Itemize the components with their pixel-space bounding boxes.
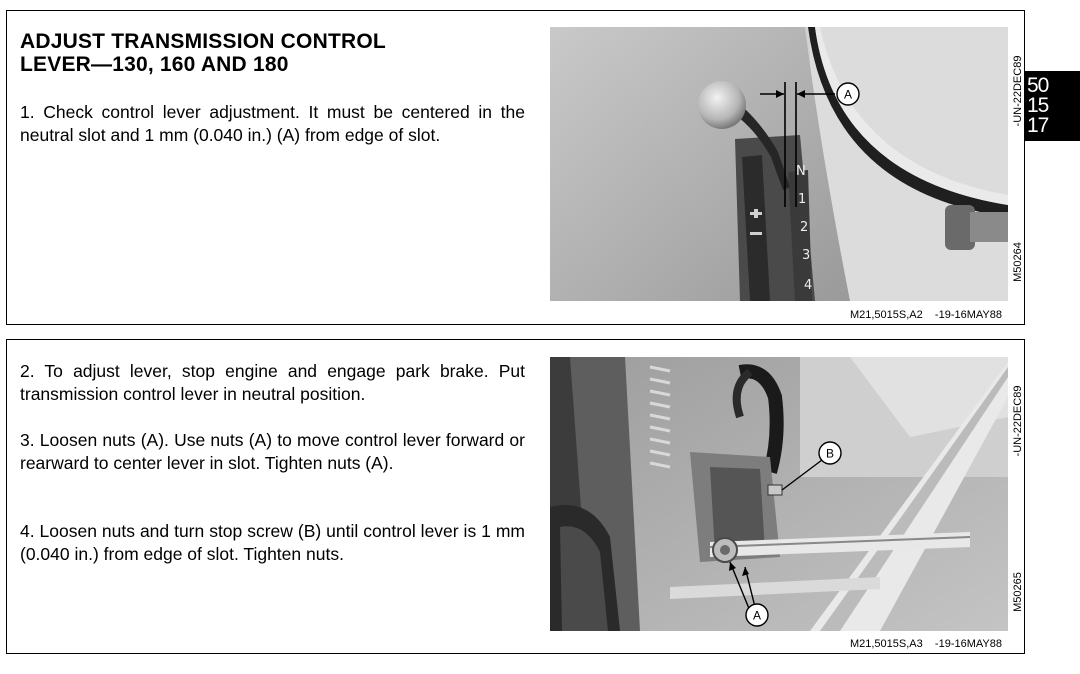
instruction-panel-1 xyxy=(6,10,1025,325)
control-lever-photo xyxy=(550,27,1008,301)
callout-label-a: A xyxy=(752,608,762,623)
figure-number: M50264 xyxy=(1012,242,1024,282)
step-3-text: 3. Loosen nuts (A). Use nuts (A) to move control lever forward or rearward to center lever in slot. Tighten nuts (A). xyxy=(20,430,525,473)
gear-label: 1 xyxy=(798,192,807,207)
page-tab-line: 17 xyxy=(1027,114,1049,137)
figure-date-code: -UN-22DEC89 xyxy=(1012,385,1024,457)
page-number-tab xyxy=(1025,71,1080,141)
gear-label: 4 xyxy=(804,278,813,293)
section-footer-code: M21,5015S,A3 -19-16MAY88 xyxy=(849,638,1002,650)
step-4-text: 4. Loosen nuts and turn stop screw (B) until control lever is 1 mm (0.040 in.) from edge of slot. Tighten nuts. xyxy=(20,521,525,564)
control-lever-illustration xyxy=(550,27,1008,301)
gear-label: 2 xyxy=(800,220,809,235)
callout-label-a: A xyxy=(843,87,853,102)
section-title-line: LEVER—130, 160 AND 180 xyxy=(20,53,289,76)
step-2-text: 2. To adjust lever, stop engine and engage park brake. Put transmission control lever in neutral position. xyxy=(20,361,525,404)
section-title xyxy=(20,30,540,76)
page-tab-line: 15 xyxy=(1027,94,1049,117)
page-tab-line: 50 xyxy=(1027,74,1049,97)
gear-label: N xyxy=(796,164,806,179)
callout-label-b: B xyxy=(825,446,835,461)
step-1-text: 1. Check control lever adjustment. It must be centered in the neutral slot and 1 mm (0.040 in.) (A) from edge of slot. xyxy=(20,102,525,145)
section-footer-code: M21,5015S,A2 -19-16MAY88 xyxy=(849,309,1002,321)
figure-number: M50265 xyxy=(1012,572,1024,612)
figure-id-vertical xyxy=(1012,357,1024,631)
figure-date-code: -UN-22DEC89 xyxy=(1012,55,1024,127)
linkage-illustration xyxy=(550,357,1008,631)
instruction-panel-2 xyxy=(6,339,1025,654)
gear-label: 3 xyxy=(802,248,811,263)
linkage-photo xyxy=(550,357,1008,631)
section-title-line: ADJUST TRANSMISSION CONTROL xyxy=(20,30,386,53)
figure-id-vertical xyxy=(1012,27,1024,301)
